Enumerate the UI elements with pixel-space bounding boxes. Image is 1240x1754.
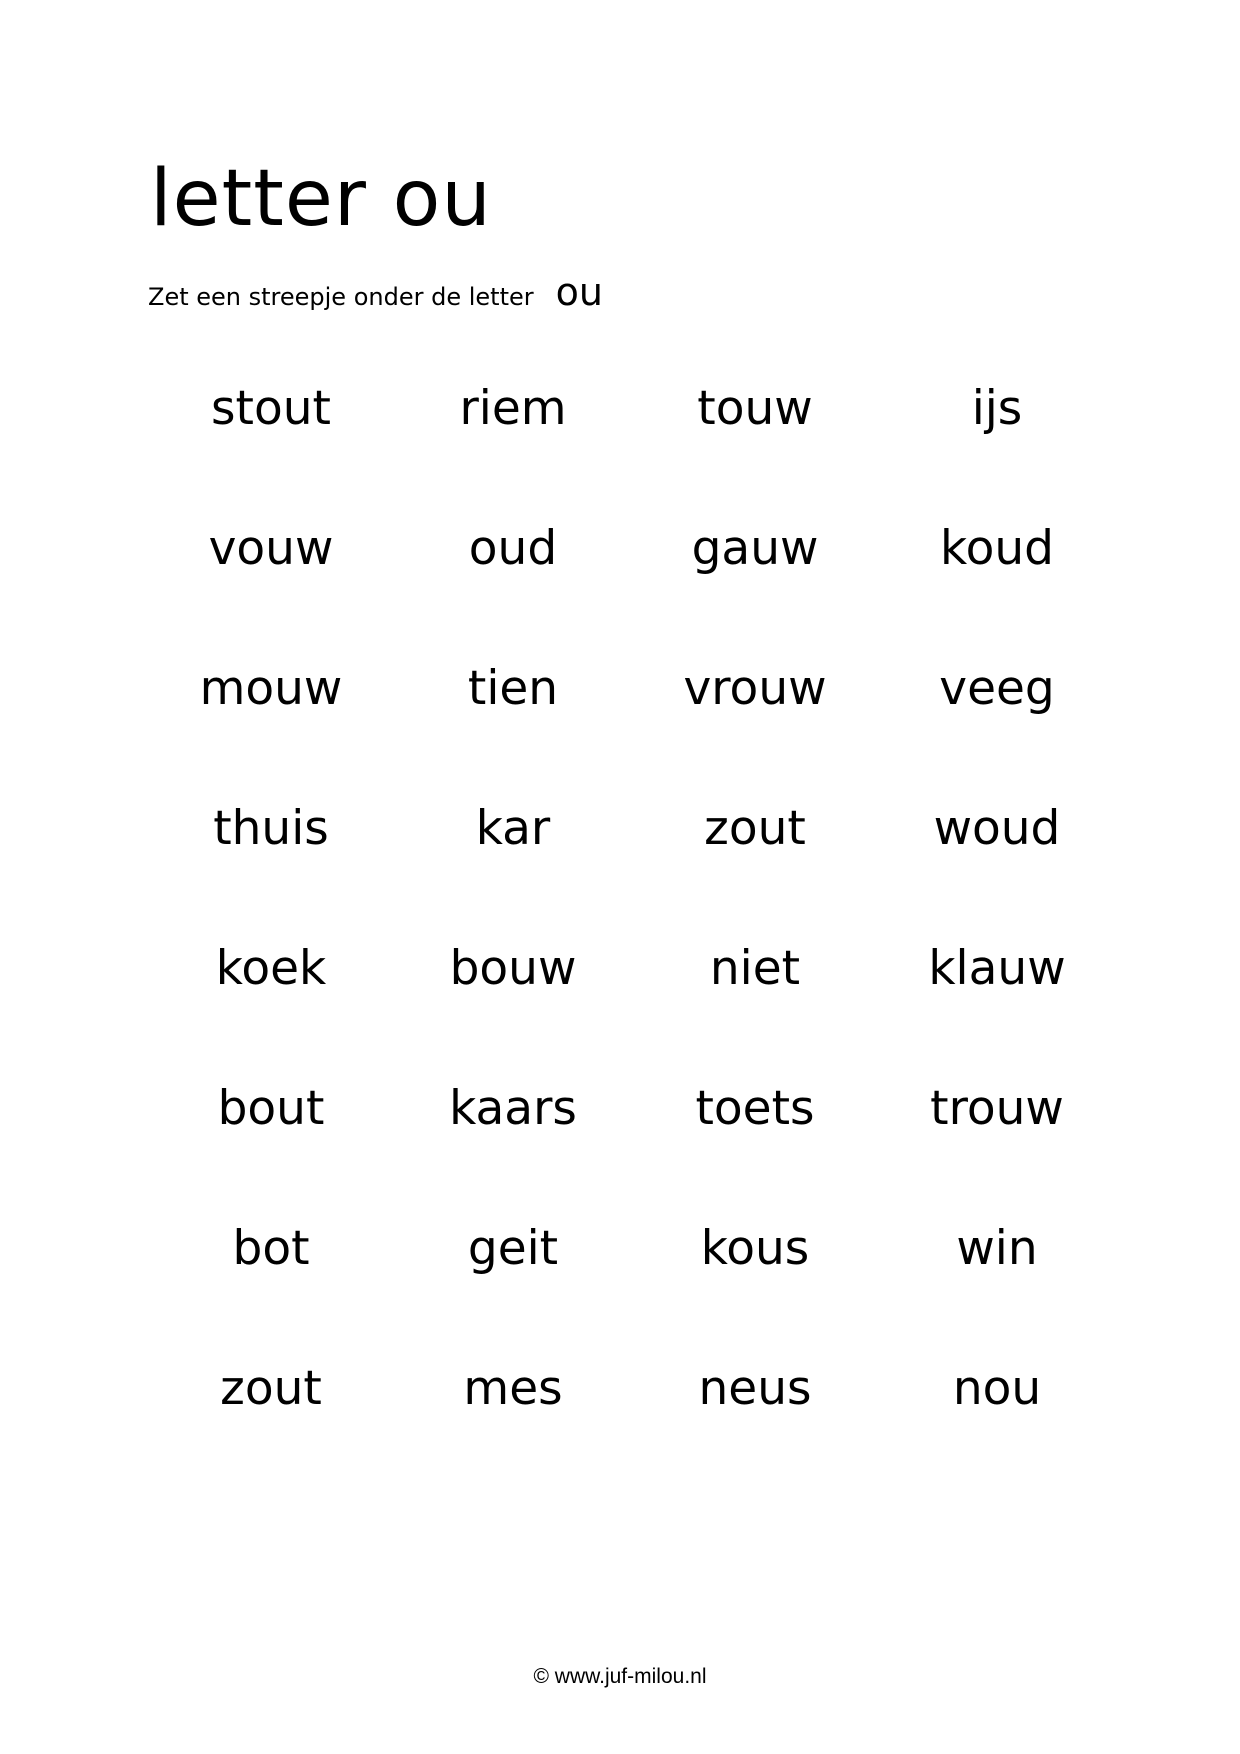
word-grid: [150, 381, 1120, 1505]
word: kar: [475, 801, 551, 856]
word: vouw: [208, 521, 334, 576]
word: kous: [700, 1221, 810, 1276]
word: kaars: [449, 1081, 577, 1136]
instruction: [148, 270, 603, 314]
word: koek: [215, 941, 327, 996]
word: nou: [952, 1361, 1042, 1416]
word: mes: [463, 1361, 563, 1416]
word: geit: [467, 1221, 559, 1276]
word: stout: [211, 381, 331, 436]
word: zout: [704, 801, 806, 856]
word: gauw: [691, 521, 819, 576]
word: veeg: [939, 661, 1055, 716]
word: bout: [217, 1081, 325, 1136]
word: thuis: [213, 801, 329, 856]
word: tien: [467, 661, 559, 716]
word: mouw: [199, 661, 343, 716]
word: vrouw: [683, 661, 827, 716]
word: neus: [698, 1361, 812, 1416]
word: oud: [468, 521, 558, 576]
instruction-letters: ou: [555, 270, 603, 314]
word: toets: [695, 1081, 815, 1136]
word: ijs: [971, 381, 1023, 436]
word: win: [956, 1221, 1038, 1276]
word: koud: [940, 521, 1054, 576]
word: klauw: [928, 941, 1066, 996]
page-title: letter ou: [150, 154, 492, 244]
word: riem: [459, 381, 567, 436]
word: touw: [697, 381, 813, 436]
instruction-text: Zet een streepje onder de letter: [148, 283, 534, 311]
word: zout: [220, 1361, 322, 1416]
word: woud: [933, 801, 1061, 856]
word: bot: [232, 1221, 310, 1276]
word: bouw: [449, 941, 577, 996]
word: trouw: [930, 1081, 1064, 1136]
footer-copyright: © www.juf-milou.nl: [533, 1665, 707, 1688]
word: niet: [709, 941, 801, 996]
